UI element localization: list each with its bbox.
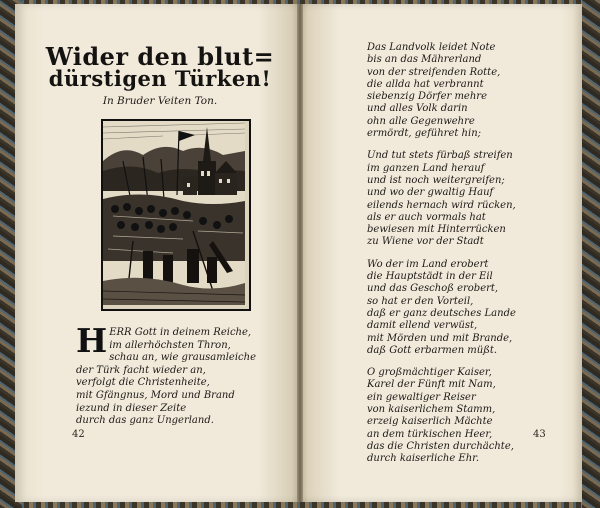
verse-line: damit ellend verwüst, [367,320,478,332]
verse-line: daß er ganz deutsches Lande [367,307,516,319]
book-gutter [297,4,303,502]
poem-title-line2: dürstigen Türken! [48,66,272,91]
verse-line: daß Gott erbarmen müßt. [367,344,498,356]
page-number-left: 42 [72,429,85,440]
poem-title-line1: Wider den blut= [45,42,275,71]
verse-line: von kaiserlichem Stamm, [367,404,496,416]
verse-line: siebenzig Dörfer mehre [367,91,487,103]
verse-line: die allda hat verbrannt [367,78,484,90]
marbled-cover-right [582,0,600,508]
verse-line: Karel der Fünft mit Nam, [367,379,496,391]
poem-subtitle: In Bruder Veiten Ton. [102,95,218,107]
verse-line: ohn alle Gegenwehre [367,115,475,127]
verse-line: die Hauptstädt in der Eil [367,271,493,283]
verse-line: bis an das Mährerland [367,54,482,66]
verse-line: mit Mörden und mit Brande, [367,332,513,344]
stanza [367,150,567,248]
stanza [367,259,567,357]
verse-line: der Türk facht wieder an, [76,364,206,376]
verse-line: eilends hernach wird rücken, [367,199,516,211]
verse-line: und alles Volk darin [367,103,468,115]
verse-line: verfolgt die Christenheite, [76,377,210,389]
verse-line: als er auch vormals hat [367,211,486,223]
page-number-right: 43 [533,429,546,440]
verse-line: ein gewaltiger Reiser [367,391,476,403]
verse-line: ERR Gott in deinem Reiche, [109,327,252,338]
verse-line: bewiesen mit Hinterrücken [367,224,506,236]
verse-line: im ganzen Land herauf [367,162,485,174]
verse-line: so hat er den Vorteil, [367,295,474,307]
verse-line: und wo der gwaltig Hauf [367,187,494,199]
verse-line: Wo der im Land erobert [367,258,489,270]
stanza [367,42,567,140]
verse-line: erzeig kaiserlich Mächte [367,416,493,428]
woodcut-illustration [101,119,251,311]
verse-line: mit Gfängnus, Mord und Brand [76,389,235,401]
left-verse [76,321,276,428]
verse-line: durch das ganz Ungerland. [76,415,214,427]
stanza [367,367,567,465]
verse-line: Und tut stets fürbaß streifen [367,150,513,162]
right-verses [367,42,567,476]
verse-line: das die Christen durchächte, [367,440,514,452]
verse-line: und das Geschoß erobert, [367,283,499,295]
verse-line: iezund in dieser Zeite [76,402,187,414]
verse-line: Das Landvolk leidet Note [367,42,496,53]
verse-line: ermördt, geführet hin; [367,128,482,140]
verse-line: im allerhöchsten Thron, [109,339,231,351]
verse-line: zu Wiene vor der Stadt [367,236,484,248]
verse-line: an dem türkischen Heer, [367,428,493,440]
drop-cap: H [76,321,108,360]
verse-line: von der streifenden Rotte, [367,66,501,78]
verse-line: O großmächtiger Kaiser, [367,367,492,379]
verse-line: und ist noch weitergreifen; [367,174,505,186]
verse-line: schau an, wie grausamleiche [109,352,256,364]
verse-line: durch kaiserliche Ehr. [367,453,480,465]
